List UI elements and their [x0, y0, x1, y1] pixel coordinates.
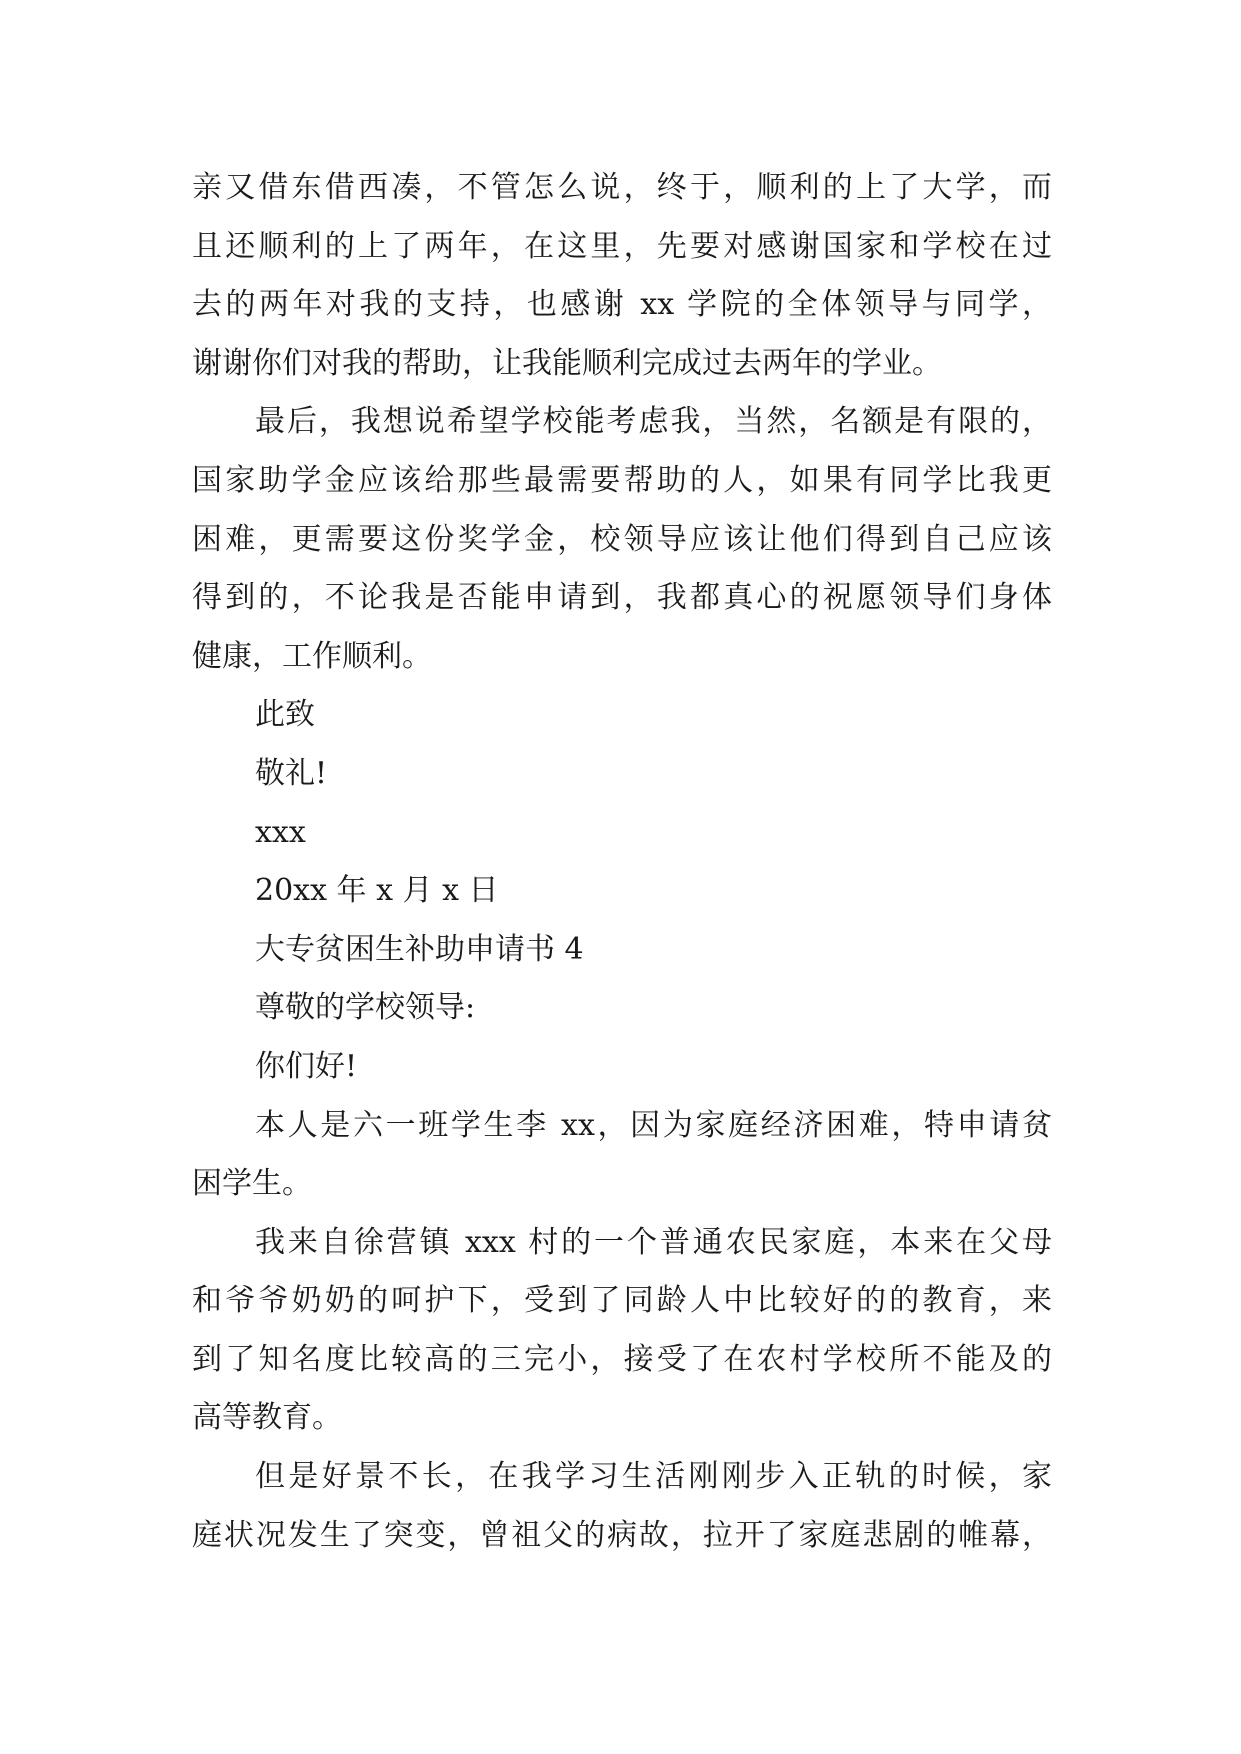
paragraph-first-line: 最后，我想说希望学校能考虑我，当然，名额是有限的， — [255, 404, 1052, 440]
body-line: 去的两年对我的支持，也感谢 xx 学院的全体领导与同学， — [192, 287, 1052, 323]
body-line: 国家助学金应该给那些最需要帮助的人，如果有同学比我更 — [192, 462, 1052, 498]
letter-addressee: 尊敬的学校领导: — [255, 990, 476, 1026]
section-title: 大专贫困生补助申请书 4 — [255, 931, 584, 967]
body-line: 谢谢你们对我的帮助，让我能顺利完成过去两年的学业。 — [192, 345, 942, 381]
paragraph-first-line: 但是好景不长，在我学习生活刚刚步入正轨的时候，家 — [255, 1459, 1052, 1495]
letter-greeting: 你们好! — [255, 1048, 358, 1084]
body-line: 高等教育。 — [192, 1400, 342, 1436]
paragraph-first-line: 我来自徐营镇 xxx 村的一个普通农民家庭，本来在父母 — [255, 1224, 1052, 1260]
body-line: 困学生。 — [192, 1166, 312, 1202]
body-line: 庭状况发生了突变，曾祖父的病故，拉开了家庭悲剧的帷幕， — [192, 1517, 1052, 1553]
paragraph-first-line: 本人是六一班学生李 xx，因为家庭经济困难，特申请贫 — [255, 1107, 1052, 1143]
body-line: 得到的，不论我是否能申请到，我都真心的祝愿领导们身体 — [192, 580, 1052, 616]
body-line: 健康，工作顺利。 — [192, 638, 432, 674]
body-line: 和爷爷奶奶的呵护下，受到了同龄人中比较好的的教育，来 — [192, 1283, 1052, 1319]
closing-salutation: 此致 — [255, 697, 315, 733]
body-line: 到了知名度比较高的三完小，接受了在农村学校所不能及的 — [192, 1341, 1052, 1377]
closing-regards: 敬礼! — [255, 755, 328, 791]
body-line: 困难，更需要这份奖学金，校领导应该让他们得到自己应该 — [192, 521, 1052, 557]
body-line: 亲又借东借西凑，不管怎么说，终于，顺利的上了大学，而 — [192, 170, 1052, 205]
body-line: 且还顺利的上了两年，在这里，先要对感谢国家和学校在过 — [192, 228, 1052, 264]
signature-date: 20xx 年 x 月 x 日 — [255, 873, 499, 909]
document-page — [192, 159, 1052, 1565]
signature-name: xxx — [255, 814, 306, 850]
